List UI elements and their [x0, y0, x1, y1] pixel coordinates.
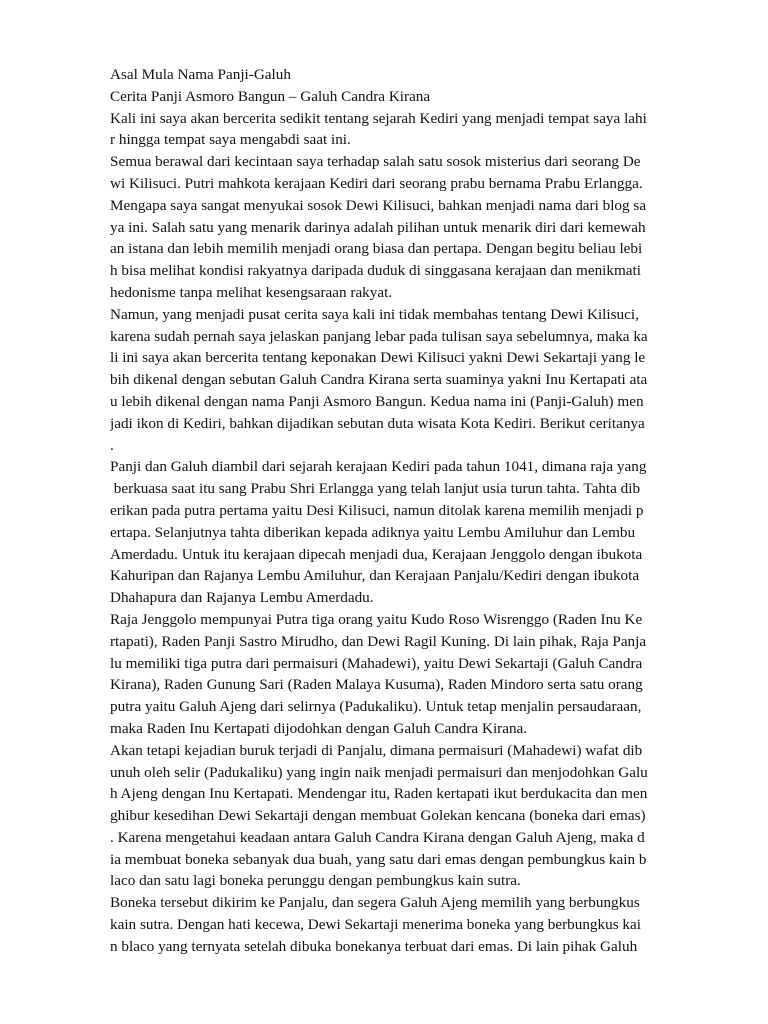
- text-line: unuh oleh selir (Padukaliku) yang ingin naik menjadi permaisuri dan menjodohkan Galu: [110, 763, 648, 781]
- text-line: erikan pada putra pertama yaitu Desi Kilisuci, namun ditolak karena memilih menjadi p: [110, 501, 644, 519]
- text-line: Amerdadu. Untuk itu kerajaan dipecah menjadi dua, Kerajaan Jenggolo dengan ibukota: [110, 545, 643, 563]
- text-line: Kahuripan dan Rajanya Lembu Amiluhur, dan Kerajaan Panjalu/Kediri dengan ibukota: [110, 567, 640, 585]
- text-line: Cerita Panji Asmoro Bangun – Galuh Candra Kirana: [110, 87, 431, 105]
- text-line: Namun, yang menjadi pusat cerita saya kali ini tidak membahas tentang Dewi Kilisuci,: [110, 305, 639, 323]
- text-line: putra yaitu Galuh Ajeng dari selirnya (Padukaliku). Untuk tetap menjalin persaudaraan,: [110, 698, 642, 716]
- text-line: bih dikenal dengan sebutan Galuh Candra Kirana serta suaminya yakni Inu Kertapati ata: [110, 371, 648, 389]
- text-line: ia membuat boneka sebanyak dua buah, yang satu dari emas dengan pembungkus kain b: [110, 850, 647, 868]
- text-line: ertapa. Selanjutnya tahta diberikan kepada adiknya yaitu Lembu Amiluhur dan Lembu: [110, 523, 636, 541]
- text-line: Asal Mula Nama Panji-Galuh: [110, 66, 291, 83]
- text-line: lu memiliki tiga putra dari permaisuri (Mahadewi), yaitu Dewi Sekartaji (Galuh Candra: [110, 654, 643, 672]
- text-line: Semua berawal dari kecintaan saya terhadap salah satu sosok misterius dari seorang De: [110, 153, 641, 171]
- text-line: jadi ikon di Kediri, bahkan dijadikan sebutan duta wisata Kota Kediri. Berikut ceritanya: [110, 414, 645, 432]
- text-line: Raja Jenggolo mempunyai Putra tiga orang yaitu Kudo Roso Wisrenggo (Raden Inu Ke: [110, 610, 643, 628]
- text-line: rtapati), Raden Panji Sastro Mirudho, dan Dewi Ragil Kuning. Di lain pihak, Raja Panja: [110, 632, 647, 650]
- text-line: Panji dan Galuh diambil dari sejarah kerajaan Kediri pada tahun 1041, dimana raja yang: [110, 458, 647, 476]
- text-line: wi Kilisuci. Putri mahkota kerajaan Kediri dari seorang prabu bernama Prabu Erlangga.: [110, 174, 643, 192]
- text-line: h Ajeng dengan Inu Kertapati. Mendengar itu, Raden kertapati ikut berdukacita dan men: [110, 785, 648, 803]
- text-line: Kali ini saya akan bercerita sedikit tentang sejarah Kediri yang menjadi tempat saya lahi: [110, 109, 647, 127]
- text-line: u lebih dikenal dengan nama Panji Asmoro Bangun. Kedua nama ini (Panji-Galuh) men: [110, 392, 644, 410]
- document-text: [110, 64, 670, 958]
- text-line: Dhahapura dan Rajanya Lembu Amerdadu.: [110, 589, 374, 607]
- text-line: hedonisme tanpa melihat kesengsaraan rakyat.: [110, 283, 393, 301]
- text-line: Kirana), Raden Gunung Sari (Raden Malaya Kusuma), Raden Mindoro serta satu orang: [110, 676, 643, 694]
- text-line: an istana dan lebih memilih menjadi orang biasa dan pertapa. Dengan begitu beliau lebi: [110, 240, 643, 258]
- text-line: Boneka tersebut dikirim ke Panjalu, dan segera Galuh Ajeng memilih yang berbungkus: [110, 894, 640, 912]
- text-line: n blaco yang ternyata setelah dibuka bonekanya terbuat dari emas. Di lain pihak Galuh: [110, 937, 638, 955]
- text-line: li ini saya akan bercerita tentang keponakan Dewi Kilisuci yakni Dewi Sekartaji yang le: [110, 349, 646, 367]
- text-line: Akan tetapi kejadian buruk terjadi di Panjalu, dimana permaisuri (Mahadewi) wafat dib: [110, 741, 643, 759]
- text-line: ghibur kesedihan Dewi Sekartaji dengan membuat Golekan kencana (boneka dari emas): [110, 807, 646, 825]
- text-line: maka Raden Inu Kertapati dijodohkan dengan Galuh Candra Kirana.: [110, 719, 528, 737]
- text-line: r hingga tempat saya mengabdi saat ini.: [110, 131, 351, 149]
- text-line: Mengapa saya sangat menyukai sosok Dewi Kilisuci, bahkan menjadi nama dari blog sa: [110, 196, 647, 214]
- text-line: .: [110, 436, 114, 454]
- text-line: karena sudah pernah saya jelaskan panjang lebar pada tulisan saya sebelumnya, maka ka: [110, 327, 648, 345]
- text-line: laco dan satu lagi boneka perunggu dengan pembungkus kain sutra.: [110, 872, 521, 890]
- text-line: ya ini. Salah satu yang menarik darinya adalah pilihan untuk menarik diri dari kemewah: [110, 218, 646, 236]
- text-line: . Karena mengetahui keadaan antara Galuh Candra Kirana dengan Galuh Ajeng, maka d: [110, 828, 645, 846]
- text-line: h bisa melihat kondisi rakyatnya daripada duduk di singgasana kerajaan dan menikmati: [110, 262, 641, 280]
- text-line: berkuasa saat itu sang Prabu Shri Erlangga yang telah lanjut usia turun tahta. Tahta dib: [110, 480, 641, 498]
- text-line: kain sutra. Dengan hati kecewa, Dewi Sekartaji menerima boneka yang berbungkus kai: [110, 916, 641, 934]
